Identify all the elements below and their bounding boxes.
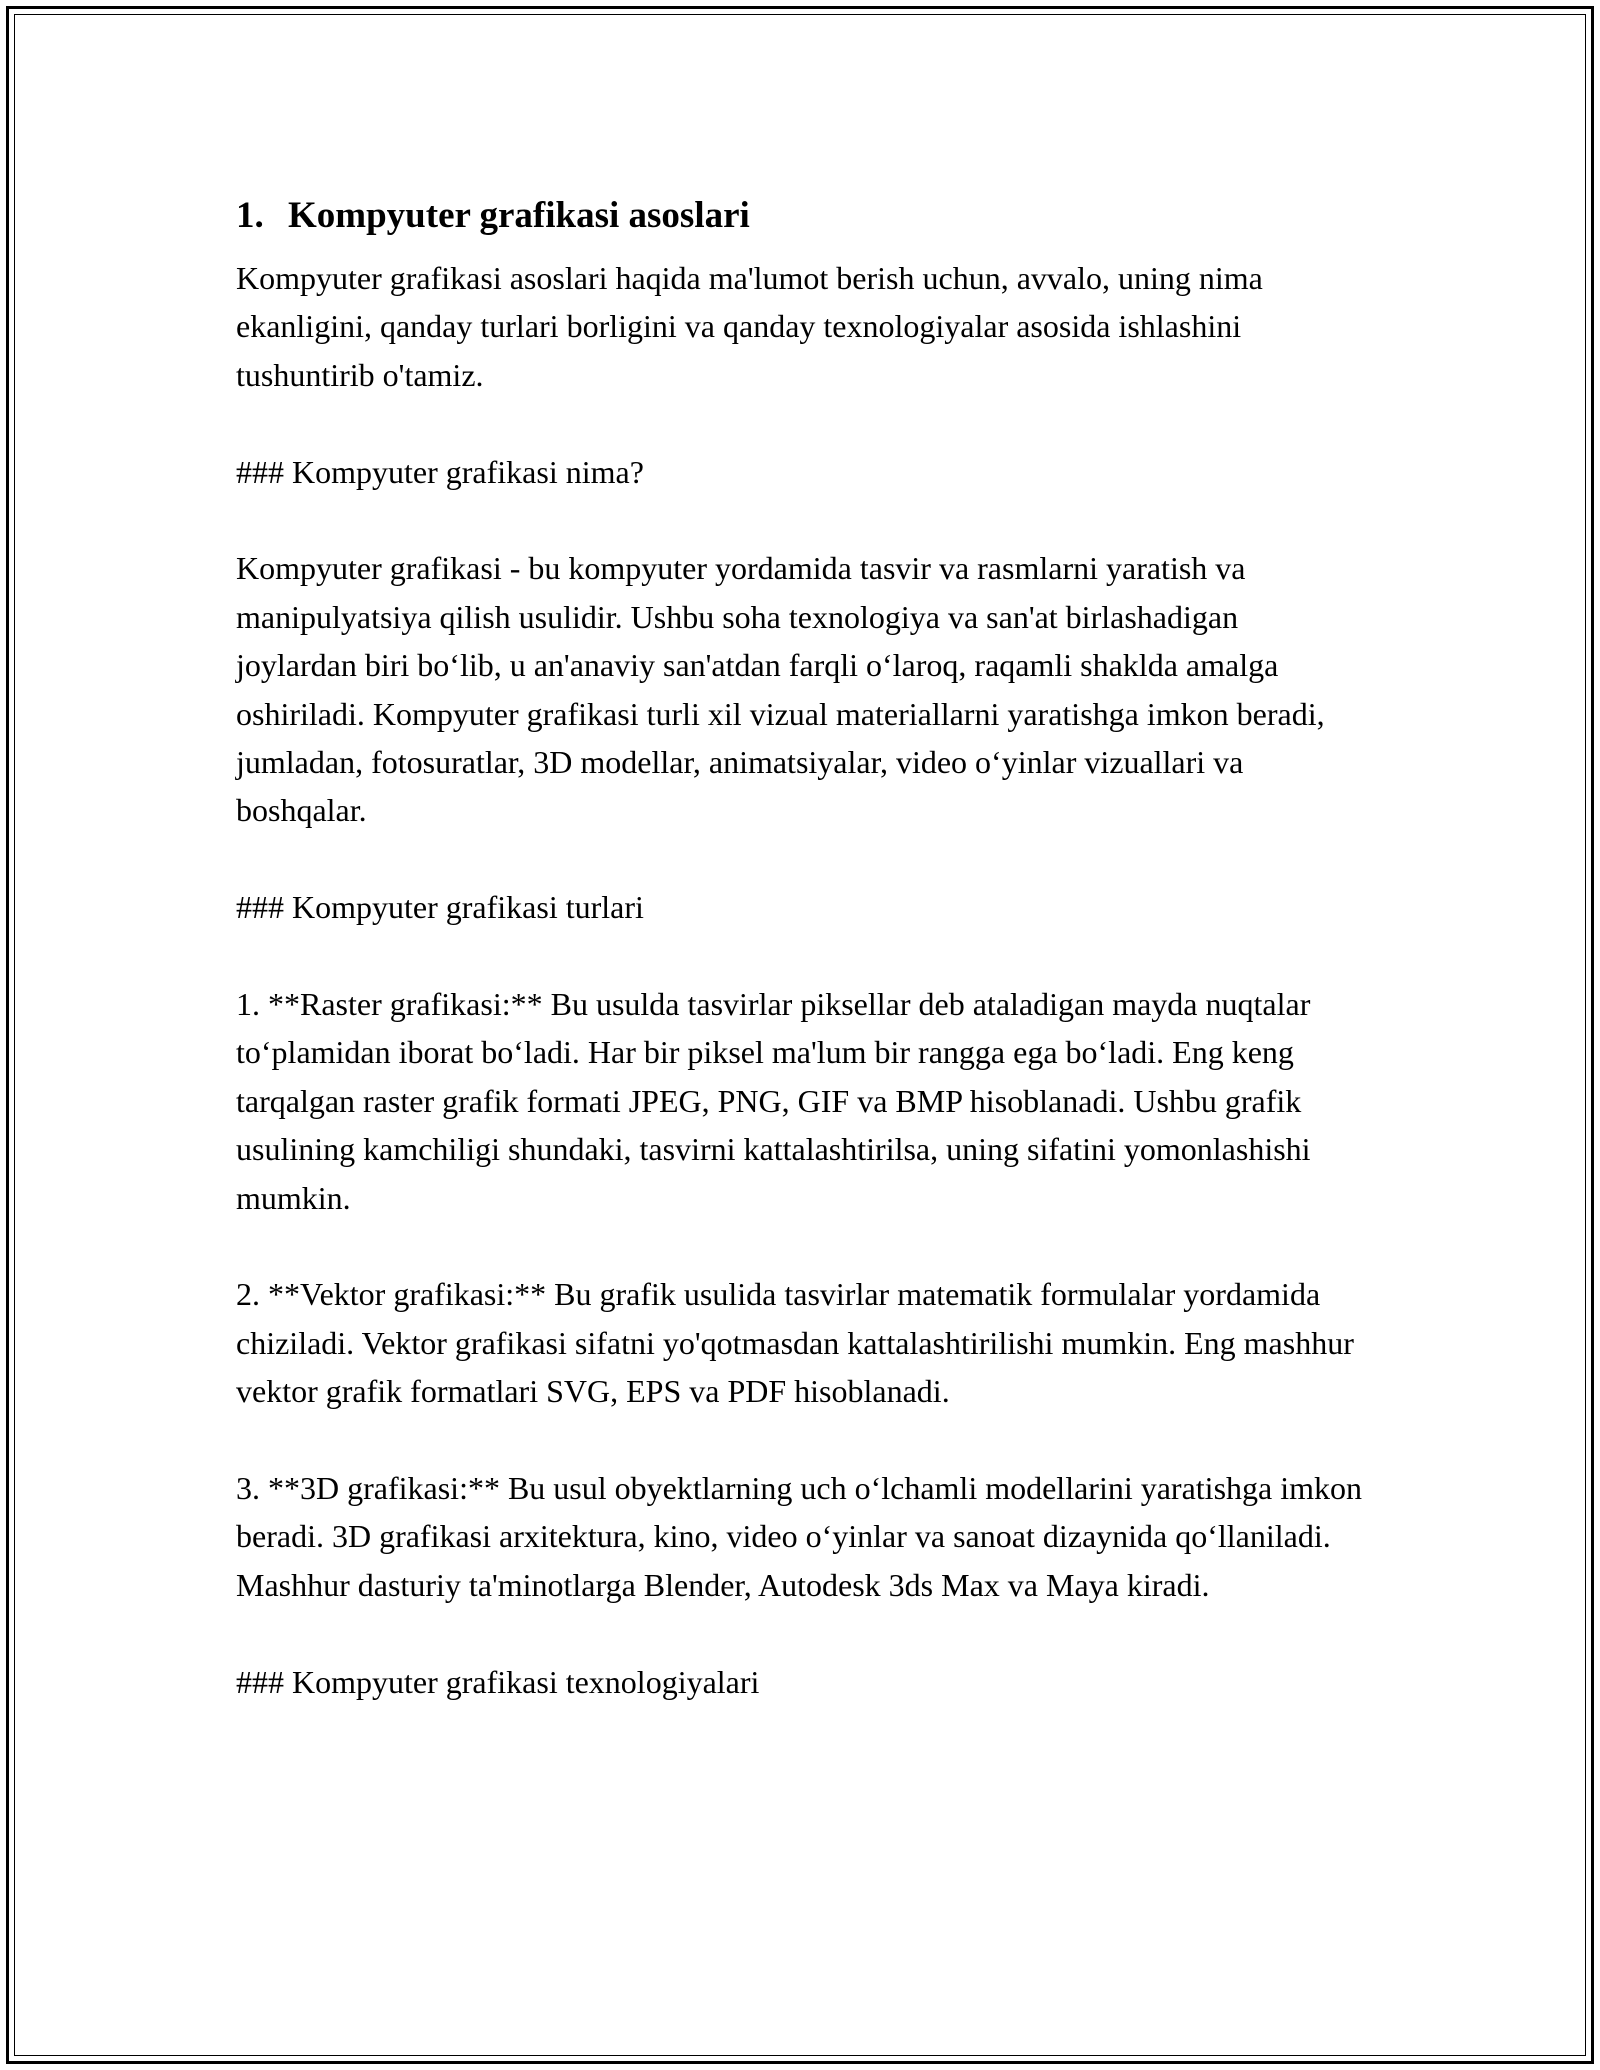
list-item-vector: 2. **Vektor grafikasi:** Bu grafik usulida tasvirlar matematik formulalar yordamida chiziladi. Vektor grafikasi sifatni yo'qotmasdan kattalashtirilishi mumkin. Eng mashhur vektor grafik formatlari SVG, EPS va PDF hisoblanadi.	[236, 1276, 1354, 1410]
section-heading-what-is: ### Kompyuter grafikasi nima?	[236, 453, 644, 490]
section-heading-types: ### Kompyuter grafikasi turlari	[236, 889, 644, 926]
title-text: Kompyuter grafikasi asoslari	[288, 195, 750, 236]
list-item-3d: 3. **3D grafikasi:** Bu usul obyektlarning uch o‘lchamli modellarini yaratishga imkon beradi. 3D grafikasi arxitektura, kino, video o‘yinlar va sanoat dizaynida qo‘llaniladi. Mashhur dasturiy ta'minotlarga Blender, Autodesk 3ds Max va Maya kiradi.	[236, 1470, 1362, 1603]
list-item-raster: 1. **Raster grafikasi:** Bu usulda tasvirlar piksellar deb ataladigan mayda nuqtalar to‘plamidan iborat bo‘ladi. Har bir piksel ma'lum bir rangga ega bo‘ladi. Eng keng tarqalgan raster grafik formati JPEG, PNG, GIF va BMP hisoblanadi. Ushbu grafik usulining kamchiligi shundaki, tasvirni kattalashtirilsa, uning sifatini yomonlashishi mumkin.	[236, 986, 1311, 1216]
intro-paragraph: Kompyuter grafikasi asoslari haqida ma'lumot berish uchun, avvalo, uning nima ekanligini, qanday turlari borligini va qanday texnologiyalar asosida ishlashini tushuntirib o'tamiz.	[236, 260, 1263, 393]
section-heading-technologies: ### Kompyuter grafikasi texnologiyalari	[236, 1663, 760, 1700]
definition-paragraph: Kompyuter grafikasi - bu kompyuter yordamida tasvir va rasmlarni yaratish va manipulyatsiya qilish usulidir. Ushbu soha texnologiya va san'at birlashadigan joylardan biri bo‘lib, u an'anaviy san'atdan farqli o‘laroq, raqamli shaklda amalga oshiriladi. Kompyuter grafikasi turli xil vizual materiallarni yaratishga imkon beradi, jumladan, fotosuratlar, 3D modellar, animatsiyalar, video o‘yinlar vizuallari va boshqalar.	[236, 550, 1325, 829]
document-title	[236, 186, 1366, 246]
title-number: 1.	[236, 195, 264, 236]
document-body	[236, 186, 1366, 1706]
